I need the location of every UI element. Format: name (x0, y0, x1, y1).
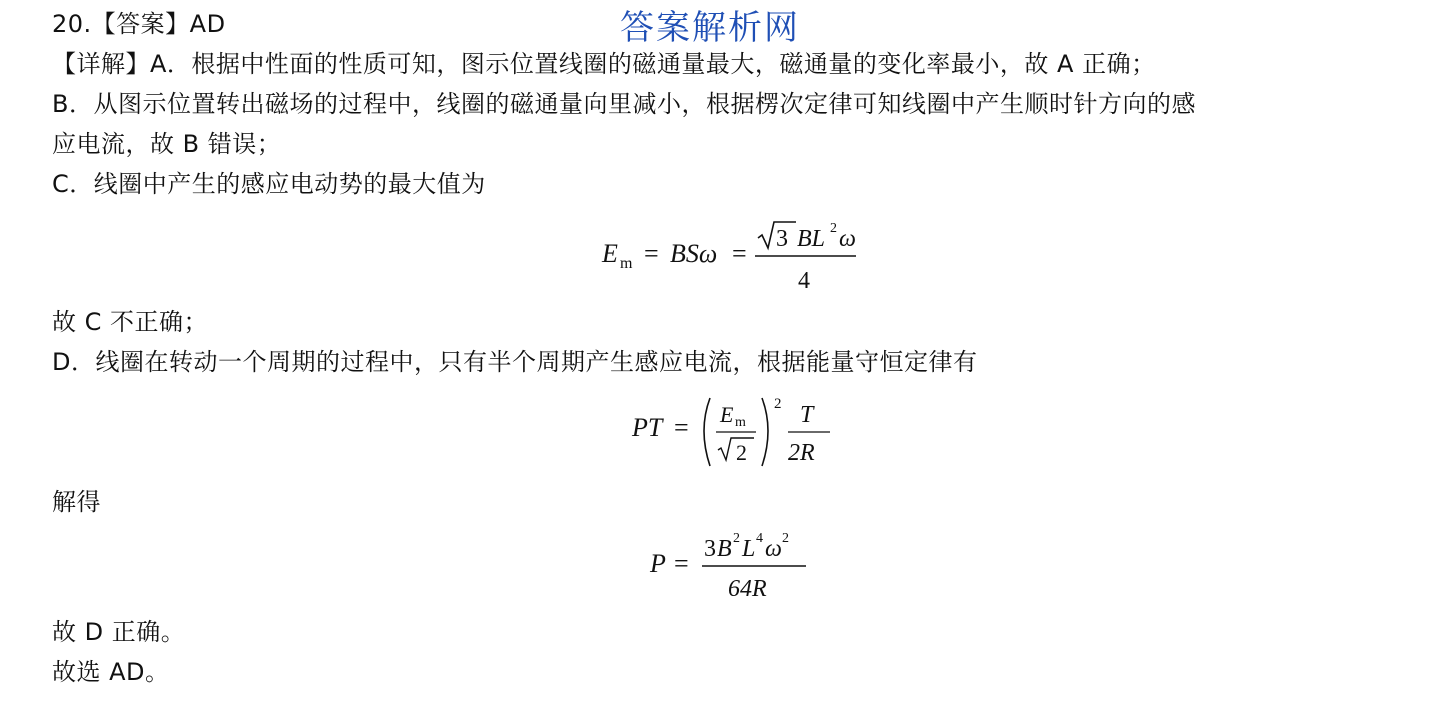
power-eq: = (674, 413, 689, 442)
result-formula (648, 526, 828, 606)
result-num-l: L (742, 536, 756, 562)
emf-eq2: = (732, 239, 747, 268)
solve-label: 解得 (52, 488, 101, 516)
result-den: 64R (728, 576, 767, 602)
watermark-text: 答案解析网 (620, 8, 800, 48)
emf-den: 4 (798, 268, 810, 294)
emf-num-radicand: 3 (776, 226, 788, 252)
power-outer-exp: 2 (774, 396, 782, 412)
result-num-coef: 3 (704, 536, 716, 562)
explanation-b-line2: 应电流，故 B 错误； (52, 130, 282, 158)
answer-header: 20.【答案】AD (52, 10, 226, 38)
explanation-b-line1: B．从图示位置转出磁场的过程中，线圈的磁通量向里减小，根据楞次定律可知线圈中产生顺时针方向的感 (52, 90, 1196, 118)
emf-lhs-main: E (602, 239, 618, 268)
emf-num-exp: 2 (830, 221, 837, 236)
result-lhs: P (650, 549, 666, 578)
final-answer: 故选 AD。 (52, 658, 170, 686)
power-formula (630, 392, 850, 472)
power-inner-den-radicand: 2 (736, 440, 747, 465)
result-num-b-exp: 2 (733, 531, 740, 546)
explanation-a: 【详解】A．根据中性面的性质可知，图示位置线圈的磁通量最大，磁通量的变化率最小，故 A 正确； (52, 50, 1156, 78)
power-frac-num: T (800, 402, 814, 428)
power-frac-den: 2R (788, 440, 815, 466)
emf-lhs-sub: m (620, 255, 633, 272)
emf-formula (600, 214, 870, 296)
explanation-d: D．线圈在转动一个周期的过程中，只有半个周期产生感应电流，根据能量守恒定律有 (52, 348, 978, 376)
emf-mid: BSω (670, 239, 718, 268)
result-num-l-exp: 4 (756, 531, 763, 546)
emf-eq1: = (644, 239, 659, 268)
emf-num-tail: ω (839, 226, 856, 252)
left-paren (704, 398, 710, 466)
conclusion-c: 故 C 不正确； (52, 308, 209, 336)
right-paren (762, 398, 768, 466)
emf-num-rest: BL (797, 226, 826, 252)
conclusion-d: 故 D 正确。 (52, 618, 186, 646)
result-num-b: B (717, 536, 732, 562)
result-eq: = (674, 549, 689, 578)
power-inner-num-main: E (720, 402, 734, 427)
power-lhs: PT (632, 413, 663, 442)
result-num-w-exp: 2 (782, 531, 789, 546)
explanation-c: C．线圈中产生的感应电动势的最大值为 (52, 170, 486, 198)
power-inner-num-sub: m (735, 415, 746, 430)
result-num-w: ω (765, 536, 782, 562)
